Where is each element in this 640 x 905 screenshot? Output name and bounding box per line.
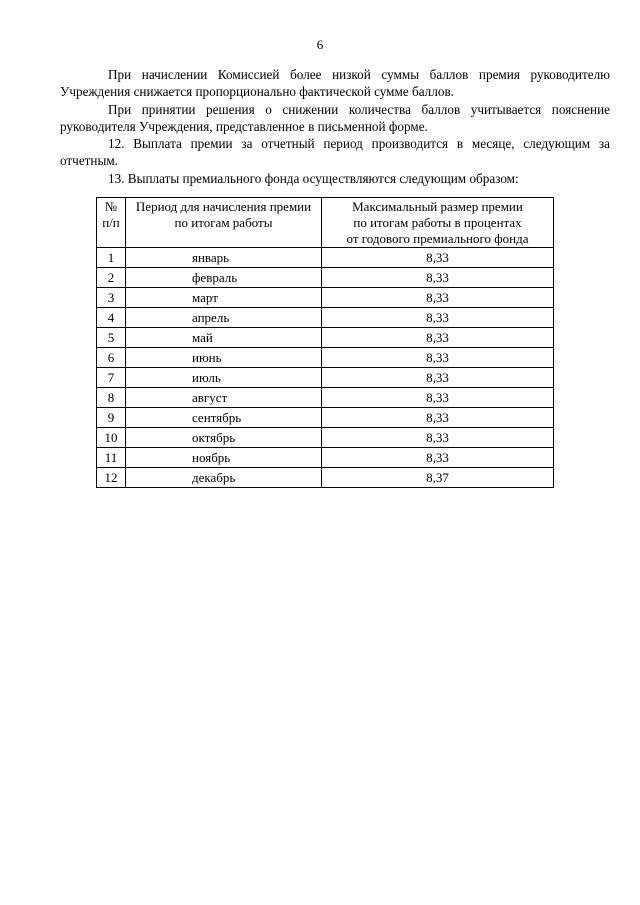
table-body [97,248,554,488]
table-row [97,288,554,308]
row-month-cell: ноябрь [126,448,322,468]
row-number-cell: 2 [97,268,126,288]
row-value-cell: 8,33 [322,268,554,288]
table-row [97,448,554,468]
paragraph-explanation: При принятии решения о снижении количества баллов учитывается пояснение руководителя Учреждения, представленное в письменной форме. [60,101,610,134]
header-max-line: Максимальный размер премии [352,199,523,214]
row-month-cell: май [126,328,322,348]
header-max-premium [322,198,554,248]
row-month-cell: апрель [126,308,322,328]
header-max-line: по итогам работы в процентах [353,215,522,230]
row-number-cell: 3 [97,288,126,308]
header-period-line: Период для начисления премии [135,199,312,214]
row-month-cell: март [126,288,322,308]
row-value-cell: 8,33 [322,448,554,468]
page-number: 6 [316,37,324,52]
row-month-cell: октябрь [126,428,322,448]
row-value-cell: 8,33 [322,428,554,448]
premium-schedule-table [96,197,554,488]
header-period [126,198,322,248]
table-row [97,408,554,428]
row-value-cell: 8,33 [322,308,554,328]
row-value-cell: 8,33 [322,328,554,348]
row-value-cell: 8,33 [322,368,554,388]
table-header-row [97,198,554,248]
header-max-line: от годового премиального фонда [346,231,529,246]
paragraph-item-13: 13. Выплаты премиального фонда осуществляются следующим образом: [108,170,519,186]
table-row [97,348,554,368]
table-row [97,268,554,288]
row-number-cell: 5 [97,328,126,348]
table-row [97,248,554,268]
row-value-cell: 8,33 [322,388,554,408]
document-body [60,66,610,187]
row-number-cell: 9 [97,408,126,428]
row-month-cell: февраль [126,268,322,288]
row-number-cell: 8 [97,388,126,408]
table-row [97,368,554,388]
row-month-cell: июнь [126,348,322,368]
table-row [97,468,554,488]
header-period-line: по итогам работы [174,215,273,230]
row-number-cell: 10 [97,428,126,448]
row-value-cell: 8,37 [322,468,554,488]
table-row [97,388,554,408]
row-month-cell: июль [126,368,322,388]
row-number-cell: 6 [97,348,126,368]
header-number [97,198,126,248]
header-number-line: № [104,199,118,214]
table-row [97,428,554,448]
row-value-cell: 8,33 [322,288,554,308]
table-row [97,328,554,348]
row-value-cell: 8,33 [322,248,554,268]
paragraph-reduced-points: При начислении Комиссией более низкой суммы баллов премия руководителю Учреждения снижается пропорционально фактической сумме баллов. [60,67,610,100]
row-number-cell: 4 [97,308,126,328]
row-value-cell: 8,33 [322,348,554,368]
row-value-cell: 8,33 [322,408,554,428]
header-number-line: п/п [102,215,120,230]
row-month-cell: август [126,388,322,408]
row-month-cell: январь [126,248,322,268]
paragraph-item-12: 12. Выплата премии за отчетный период производится в месяце, следующим за отчетным. [60,136,610,169]
table-row [97,308,554,328]
row-number-cell: 1 [97,248,126,268]
row-number-cell: 7 [97,368,126,388]
row-month-cell: декабрь [126,468,322,488]
row-month-cell: сентябрь [126,408,322,428]
row-number-cell: 12 [97,468,126,488]
row-number-cell: 11 [97,448,126,468]
